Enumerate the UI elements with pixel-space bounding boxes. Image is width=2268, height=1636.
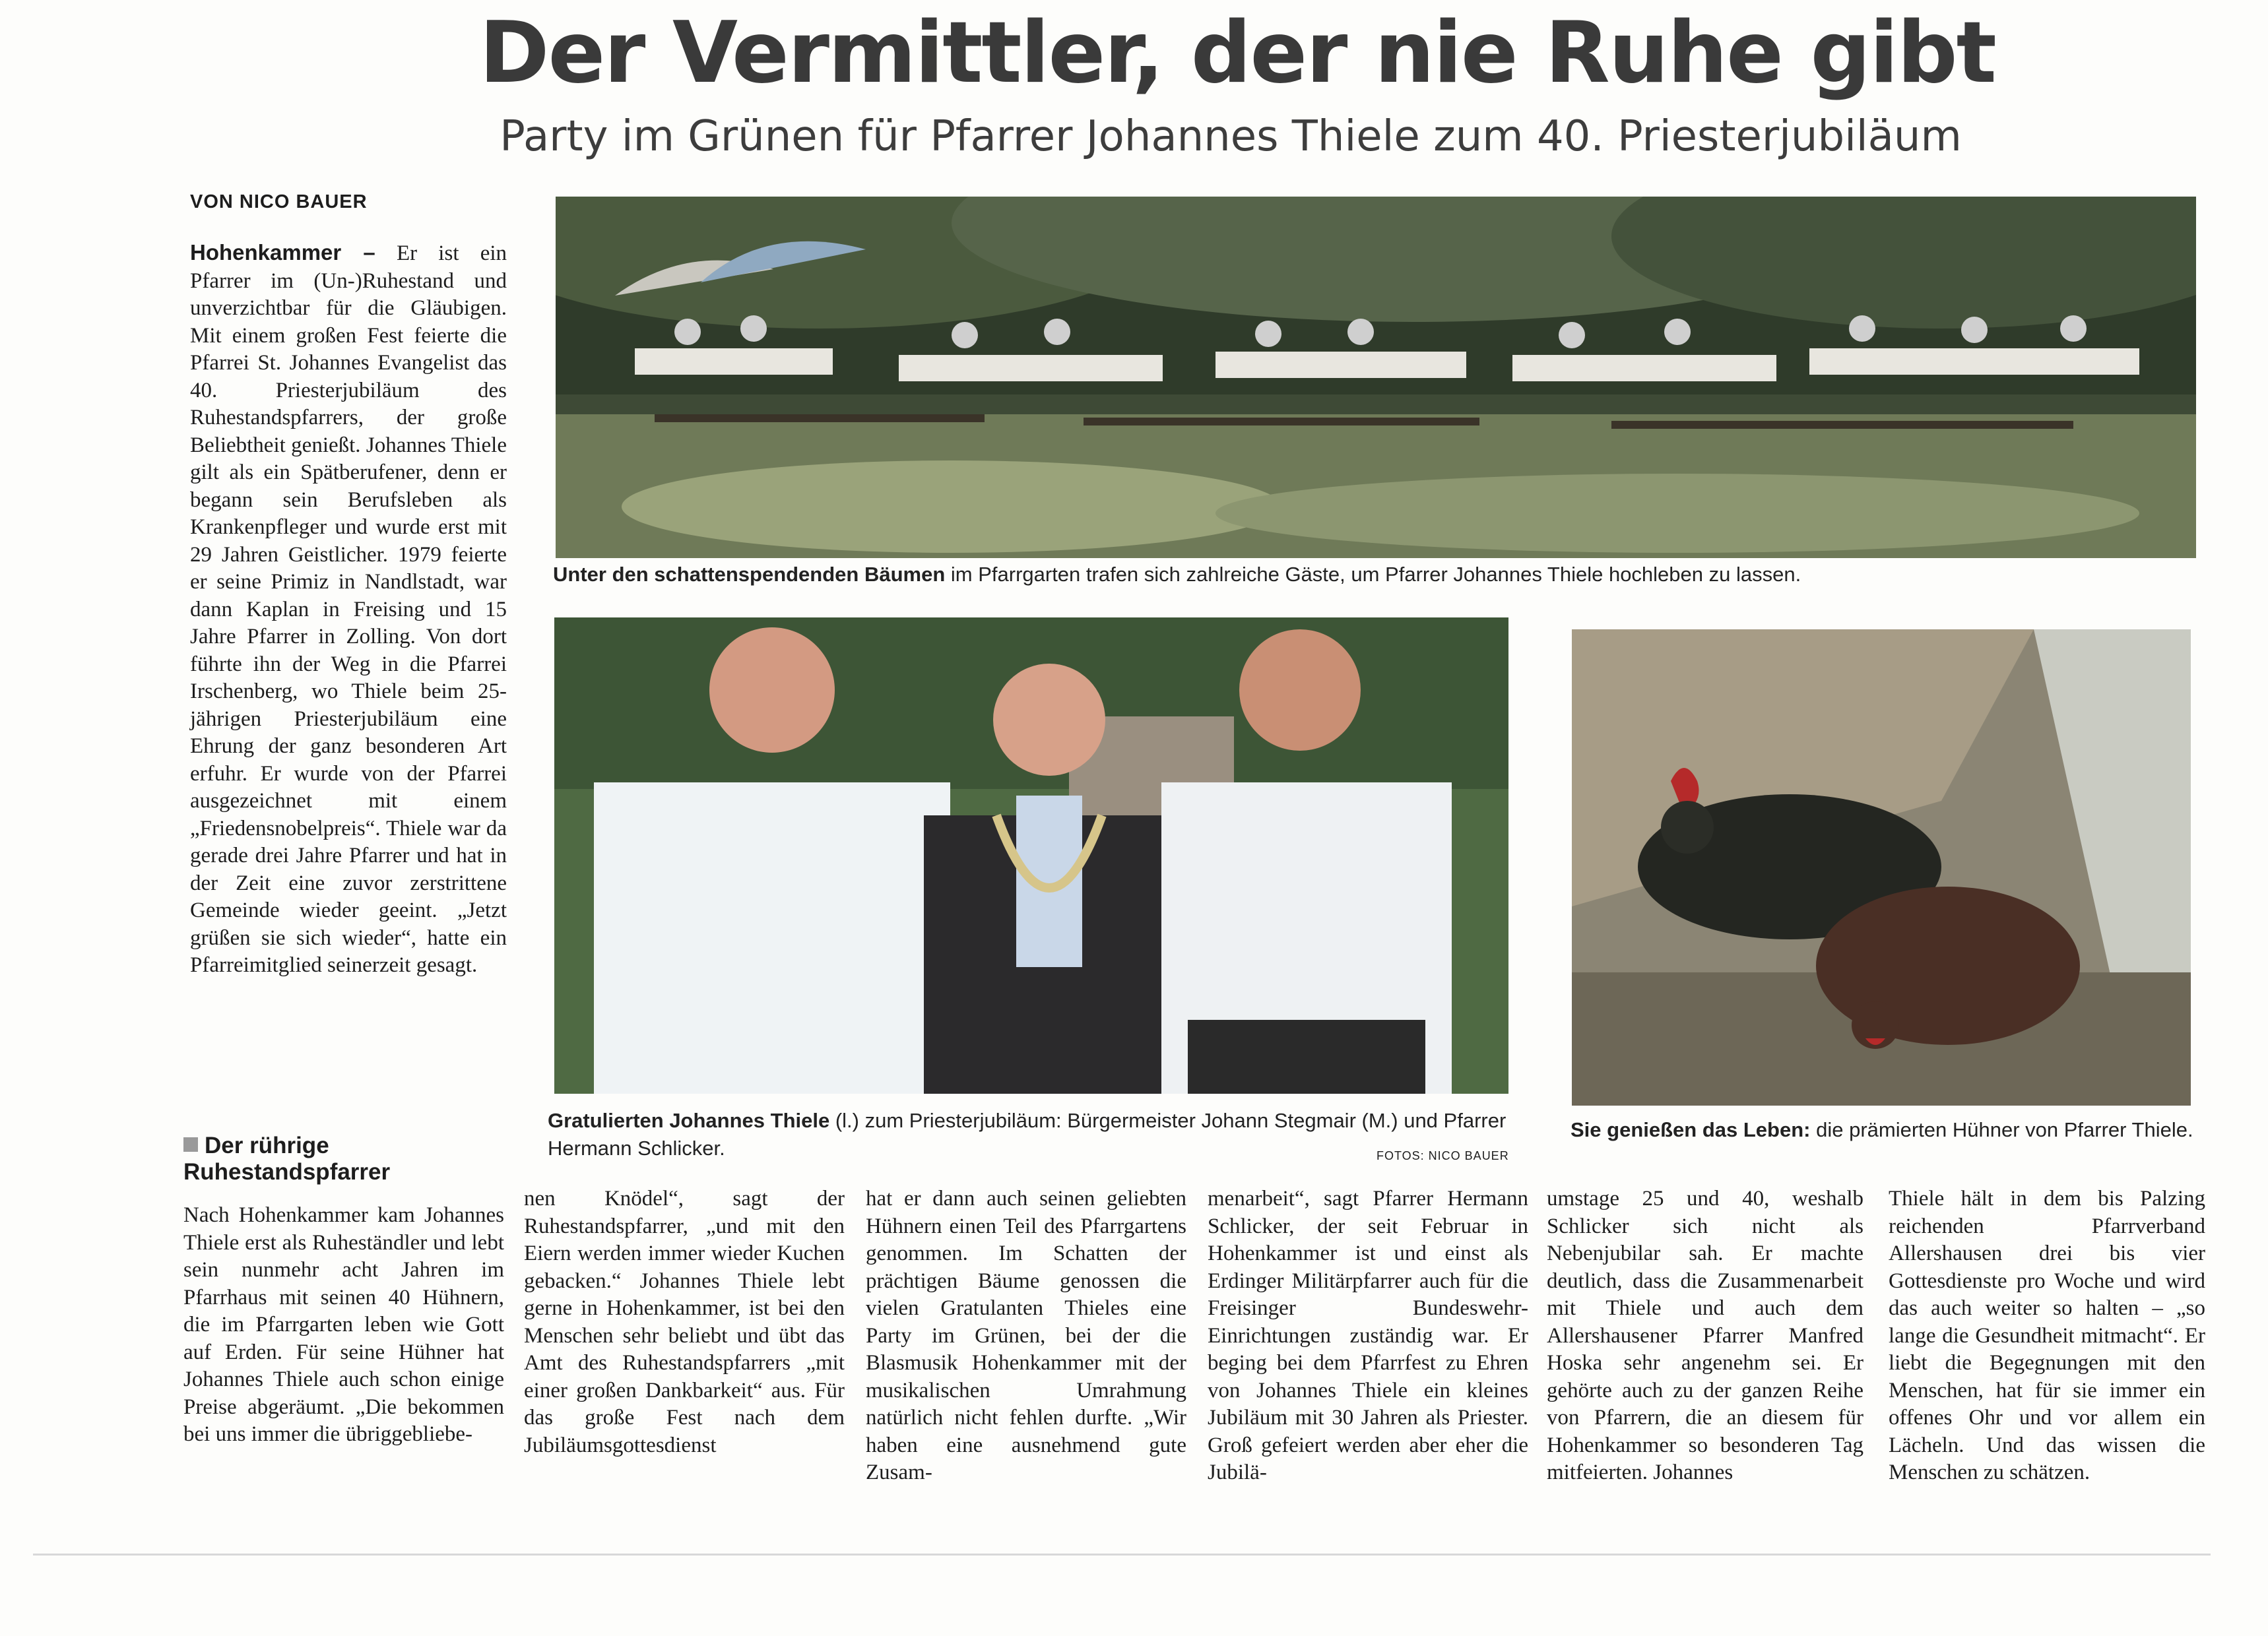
article-intro	[190, 239, 507, 980]
byline: VON NICO BAUER	[190, 191, 368, 212]
dateline: Hohenkammer –	[190, 240, 375, 265]
caption-text: im Pfarrgarten trafen sich zahlreiche Gäste, um Pfarrer Johannes Thiele hochleben zu lassen.	[945, 563, 1801, 586]
caption-garden-party	[553, 561, 2203, 588]
photo-three-men	[554, 617, 1508, 1094]
caption-chickens	[1571, 1116, 2204, 1144]
bullet-icon	[183, 1137, 198, 1152]
subheadline: Party im Grünen für Pfarrer Johannes Thiele zum 40. Priesterjubiläum	[500, 112, 1962, 161]
article-column-1	[183, 1202, 504, 1449]
photo-chickens	[1572, 629, 2191, 1106]
article-column-4	[1208, 1185, 1528, 1487]
subheading	[183, 1133, 494, 1185]
column-text: Nach Hohenkammer kam Johannes Thiele erst als Ruheständler und lebt sein nunmehr acht Jahren im Pfarrhaus mit seinen 40 Hühnern, die im Pfarrgarten leben wie Gott auf Erden. Für seine Hühner hat Johannes Thiele auch schon einige Preise abgeräumt. „Die bekommen bei uns immer die übriggebliebe-	[183, 1203, 504, 1446]
column-text: hat er dann auch seinen geliebten Hühnern einen Teil des Pfarrgartens genommen. Im Schatten der prächtigen Bäume genossen die vielen Gratulanten Thieles eine Party im Grünen, bei der die Blasmusik Hohenkammer mit der musikalischen Umrahmung natürlich nicht fehlen durfte. „Wir haben eine ausnehmend gute Zusam-	[866, 1187, 1186, 1484]
subheading-text: Der rührige Ruhestandspfarrer	[183, 1133, 391, 1185]
headline: Der Vermittler, der nie Ruhe gibt	[479, 4, 1995, 102]
article-column-5	[1547, 1185, 1863, 1487]
caption-lead: Gratulierten Johannes Thiele	[548, 1109, 830, 1132]
bottom-rule	[33, 1554, 2211, 1556]
column-text: Thiele hält in dem bis Palzing reichenden Pfarrverband Allershausen drei bis vier Gottesdienste pro Woche und wird das auch weiter so halten – „so lange die Gesundheit mitmacht“. Er liebt die Begegnungen mit den Menschen, hat für sie immer ein offenes Ohr und vor allem ein Lächeln. Und das wissen die Menschen zu schätzen.	[1889, 1187, 2205, 1484]
column-text: umstage 25 und 40, weshalb Schlicker sich nicht als Nebenjubilar sah. Er machte deutlich, dass die Zusammenarbeit mit Thiele und auch dem Allershausener Pfarrer Manfred Hoska sehr angenehm sei. Er gehörte auch zu der ganzen Reihe von Pfarrern, die an diesem für Hohenkammer so besonderen Tag mitfeierten. Johannes	[1547, 1187, 1863, 1484]
photo-credit: FOTOS: NICO BAUER	[1377, 1149, 1509, 1162]
article-column-6	[1889, 1185, 2205, 1487]
caption-three-men	[548, 1107, 1511, 1162]
caption-lead: Unter den schattenspendenden Bäumen	[553, 563, 946, 586]
column-text: nen Knödel“, sagt der Ruhestandspfarrer, „und mit den Eiern werden immer wieder Kuchen gebacken.“ Johannes Thiele lebt gerne in Hohenkammer, ist bei den Menschen sehr beliebt und übt das Amt des Ruhestandspfarrers „mit einer großen Dankbarkeit“ aus. Für das große Fest nach dem Jubiläumsgottesdienst	[524, 1187, 845, 1457]
column-text: menarbeit“, sagt Pfarrer Hermann Schlicker, der seit Februar in Hohenkammer ist und einst als Erdinger Militärpfarrer auch für die Freisinger Bundeswehr-Einrichtungen zuständig war. Er beging bei dem Pfarrfest zu Ehren von Johannes Thiele ein kleines Jubiläum mit 30 Jahren als Priester. Groß gefeiert werden aber eher die Jubilä-	[1208, 1187, 1528, 1484]
article-column-2	[524, 1185, 845, 1459]
caption-lead: Sie genießen das Leben:	[1571, 1118, 1811, 1141]
intro-text: Er ist ein Pfarrer im (Un-)Ruhestand und unverzichtbar für die Gläubigen. Mit einem großen Fest feierte die Pfarrei St. Johannes Evangelist das 40. Priesterjubiläum des Ruhestandspfarrers, der große Beliebtheit genießt. Johannes Thiele gilt als ein Spätberufener, denn er begann sein Berufsleben als Krankenpfleger und wurde erst mit 29 Jahren Geistlicher. 1979 feierte er seine Primiz in Nandlstadt, war dann Kaplan in Freising und 15 Jahre Pfarrer in Zolling. Von dort führte ihn der Weg in die Pfarrei Irschenberg, wo Thiele beim 25-jährigen Priesterjubiläum eine Ehrung der ganz besonderen Art erfuhr. Er wurde von der Pfarrei ausgezeichnet mit einem „Friedensnobelpreis“. Thiele war da gerade drei Jahre Pfarrer und hat in der Zeit eine zuvor zerstrittene Gemeinde wieder geeint. „Jetzt grüßen sie sich wieder“, hatte ein Pfarreimitglied seinerzeit gesagt.	[190, 241, 507, 977]
photo-garden-party	[556, 197, 2196, 558]
caption-text: (l.) zum Priesterjubiläum: Bürgermeister Johann Stegmair (M.) und Pfarrer Hermann Schlicker.	[548, 1109, 1507, 1160]
article-column-3	[866, 1185, 1186, 1487]
caption-text: die prämierten Hühner von Pfarrer Thiele.	[1810, 1118, 2193, 1141]
